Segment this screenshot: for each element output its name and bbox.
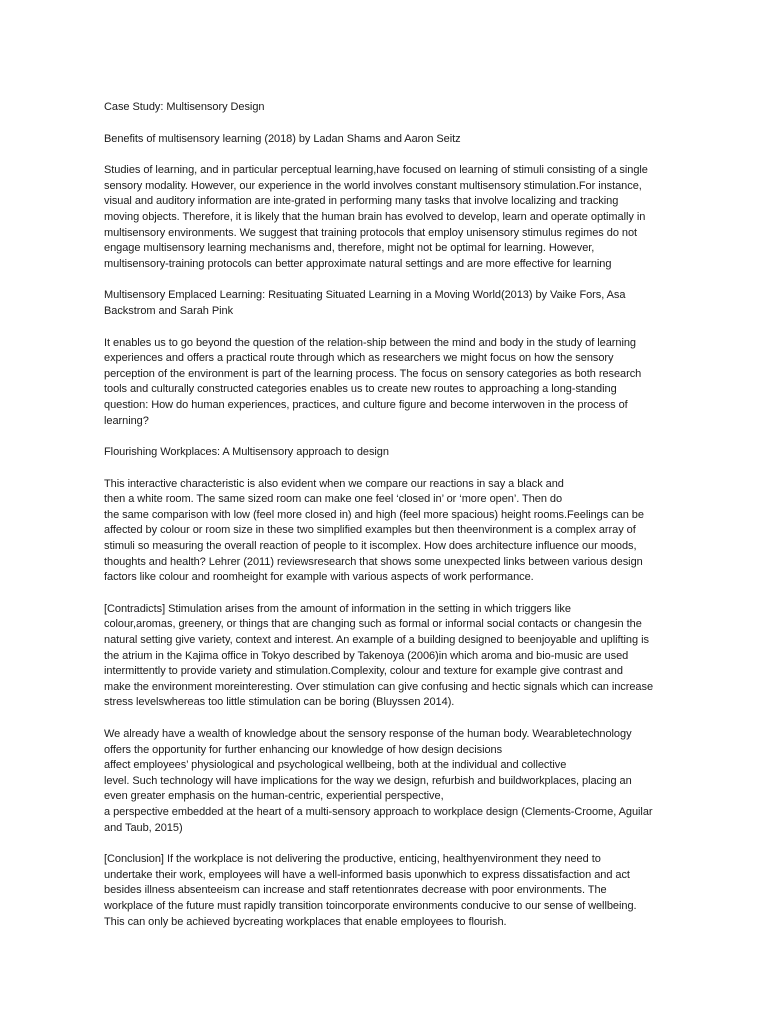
document-title: Case Study: Multisensory Design <box>104 101 265 113</box>
section-3-paragraph-2: [Contradicts] Stimulation arises from the amount of information in the setting in which triggers like colour,aromas, greenery, or things that are changing such as formal or informal social contacts or changesin the natural setting give variety, context and interest. An example of a building designed to beenjoyable and uplifting is the atrium in the Kajima office in Tokyo described by Takenoya (2006)in which aroma and bio-music are used intermittently to provide variety and stimulation.Complexity, colour and texture for example give contrast and make the environment moreinteresting. Over stimulation can give confusing and hectic signals which can increase stress levelswhereas too little stimulation can be boring (Bluyssen 2014). <box>104 602 654 709</box>
section-3-paragraph-1: This interactive characteristic is also evident when we compare our reactions in say a black and then a white room. The same sized room can make one feel ‘closed in’ or ‘more open’. Then do the same comparison with low (feel more closed in) and high (feel more spacious) height rooms.Feelings can be affected by colour or room size in these two simplified examples but then theenvironment is a complex array of stimuli so measuring the overall reaction of people to it iscomplex. How does architecture influence our moods, thoughts and health? Lehrer (2011) reviewsresearch that shows some unexpected links between various design factors like colour and roomheight for example with various aspects of work performance. <box>104 477 644 584</box>
section-2-paragraph-1: It enables us to go beyond the question of the relation-ship between the mind and body in the study of learning experiences and offers a practical route through which as researchers we might focus on how the sensory perception of the environment is part of the learning process. The focus on sensory categories as both research tools and culturally constructed categories enables us to create new routes to approaching a long-standing question: How do human experiences, practices, and culture figure and become interwoven in the process of learning? <box>104 336 642 427</box>
document-body <box>104 100 664 946</box>
section-3-paragraph-4: [Conclusion] If the workplace is not delivering the productive, enticing, healthyenvironment they need to undertake their work, employees will have a well-informed basis uponwhich to express dissatisfaction and act besides illness absenteeism can increase and staff retentionrates decrease with poor environments. The workplace of the future must rapidly transition toincorporate environments conducive to our sense of wellbeing. This can only be achieved bycreating workplaces that enable employees to flourish. <box>104 853 637 928</box>
section-1-heading: Benefits of multisensory learning (2018) by Ladan Shams and Aaron Seitz <box>104 132 461 145</box>
section-3-heading: Flourishing Workplaces: A Multisensory approach to design <box>104 446 389 459</box>
section-2-heading: Multisensory Emplaced Learning: Resituating Situated Learning in a Moving World(2013) by Vaike Fors, Asa Backstrom and Sarah Pink <box>104 289 626 317</box>
section-3-paragraph-3: We already have a wealth of knowledge about the sensory response of the human body. Wearabletechnology offers the opportunity for further enhancing our knowledge of how design decisions affect employees’ physiological and psychological wellbeing, both at the individual and collective level. Such technology will have implications for the way we design, refurbish and buildworkplaces, placing an even greater emphasis on the human-centric, experiential perspective, a perspective embedded at the heart of a multi-sensory approach to workplace design (Clements-Croome, Aguilar and Taub, 2015) <box>104 728 653 834</box>
section-1-paragraph-1: Studies of learning, and in particular perceptual learning,have focused on learning of stimuli consisting of a single sensory modality. However, our experience in the world involves constant multisensory stimulation.For instance, visual and auditory information are inte-grated in performing many tasks that involve localizing and tracking moving objects. Therefore, it is likely that the human brain has evolved to develop, learn and operate optimally in multisensory environments. We suggest that training protocols that employ unisensory stimulus regimes do not engage multisensory learning mechanisms and, therefore, might not be optimal for learning. However, multisensory-training protocols can better approximate natural settings and are more effective for learning <box>104 164 648 270</box>
